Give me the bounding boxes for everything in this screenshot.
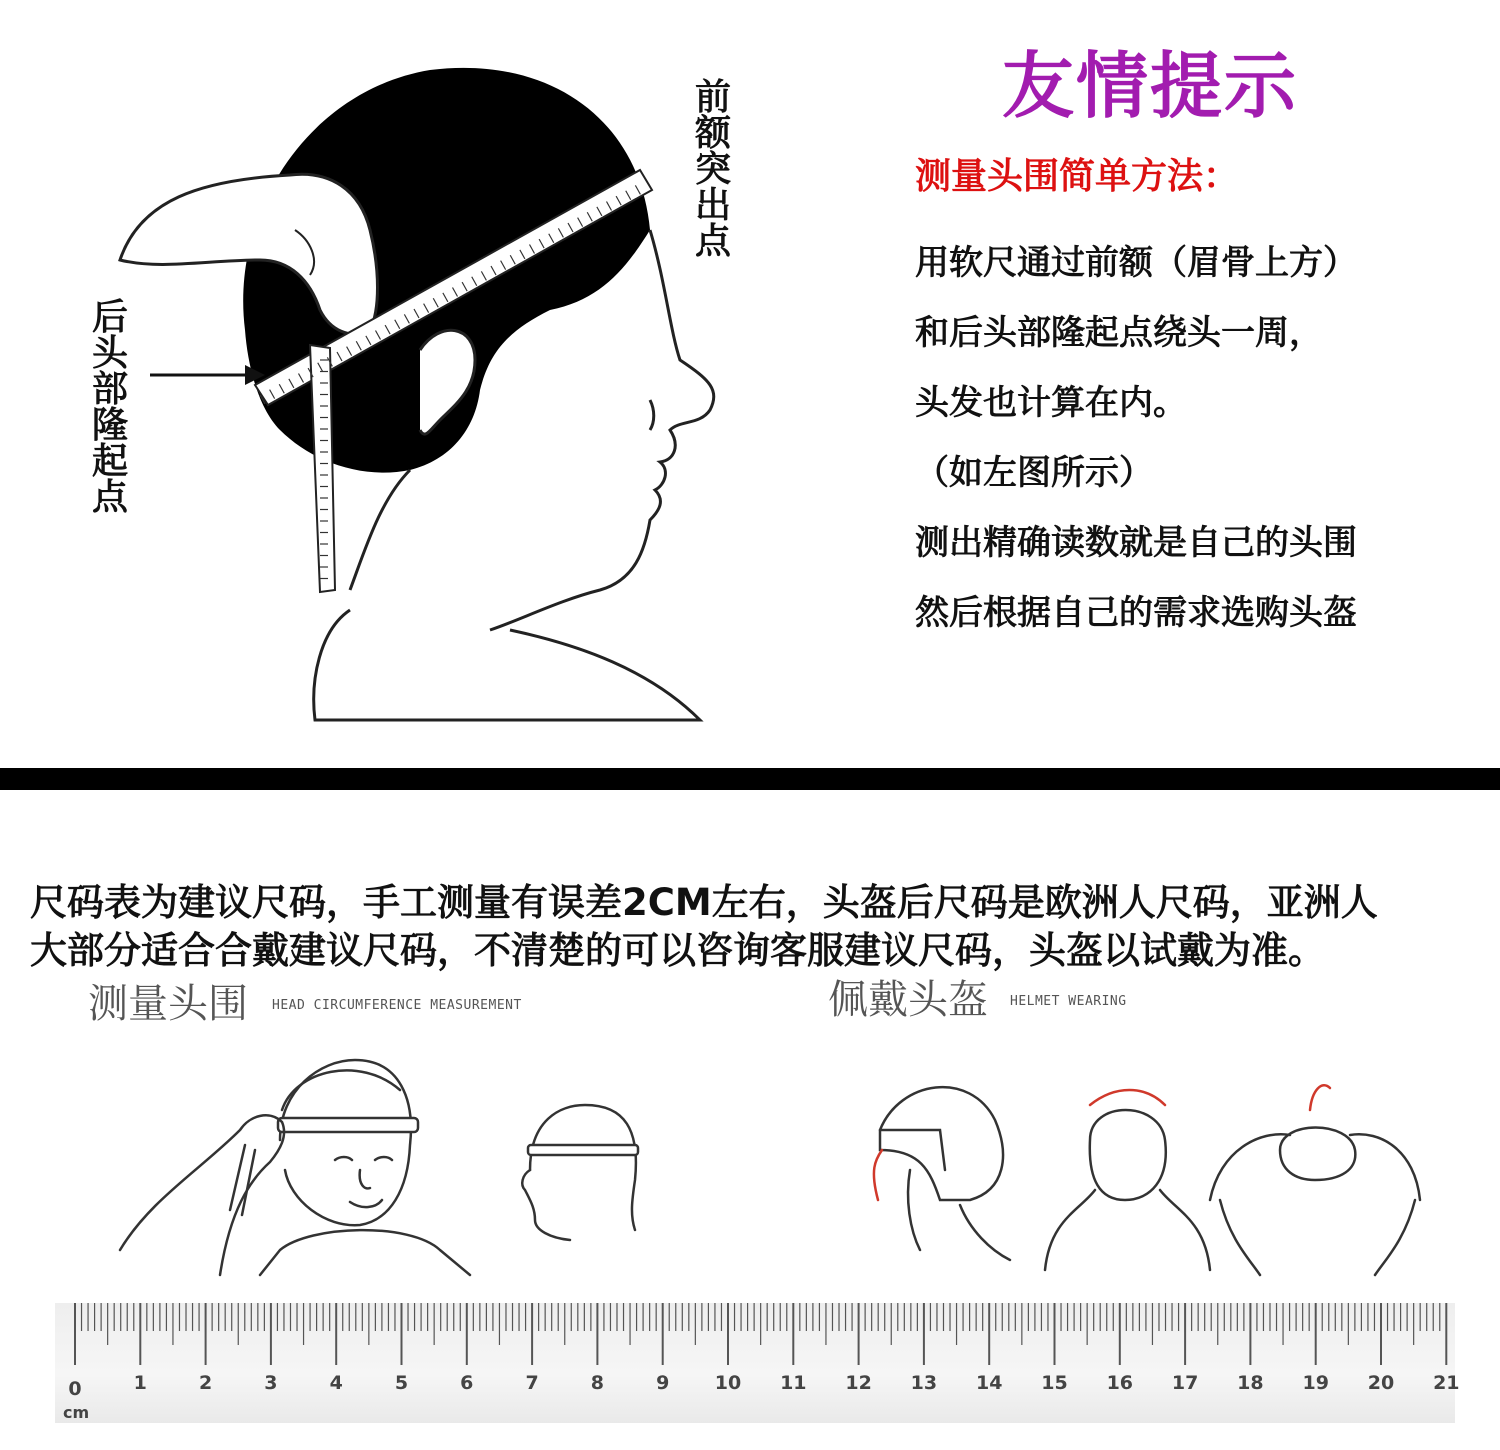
ruler-number: 4	[329, 1372, 343, 1394]
arrow-curve-2	[1090, 1090, 1165, 1105]
measuring-sketches	[110, 1050, 670, 1280]
forehead-point-label: 前额突出点	[694, 77, 731, 262]
tip-line: （如左图所示）	[915, 453, 1153, 493]
helmet-wearing-sketches	[860, 1060, 1460, 1290]
tip-line: 头发也计算在内。	[915, 383, 1187, 423]
tip-subtitle: 测量头围简单方法：	[915, 156, 1240, 197]
ruler-number: 11	[780, 1372, 807, 1394]
ruler-number: 8	[590, 1372, 605, 1394]
ruler-scale	[55, 1303, 1460, 1423]
size-notice-line-2: 大部分适合合戴建议尺码，不清楚的可以咨询客服建议尺码，头盔以试戴为准。	[30, 929, 1325, 972]
helmet-top	[1280, 1128, 1355, 1181]
tip-line: 用软尺通过前额（眉骨上方）	[915, 243, 1357, 283]
man-tape-band	[278, 1118, 418, 1132]
ruler-number: 21	[1433, 1372, 1460, 1394]
man-hair	[282, 1070, 400, 1110]
ruler-number: 3	[264, 1372, 278, 1394]
ruler-number: 1	[133, 1372, 147, 1394]
head-measuring-illustration	[80, 30, 780, 750]
back-of-head-label: 后头部隆起点	[91, 297, 128, 518]
ruler-number: 12	[845, 1372, 872, 1394]
tip-title: 友情提示	[1001, 44, 1298, 128]
ruler-number: 13	[910, 1372, 938, 1394]
ruler-number: 16	[1106, 1372, 1134, 1394]
measure-head-title: 测量头围	[88, 981, 248, 1027]
section-divider	[0, 768, 1500, 790]
ruler	[55, 1303, 1460, 1423]
ruler-number: 7	[525, 1372, 539, 1394]
ruler-number: 19	[1302, 1372, 1329, 1394]
ruler-number: 6	[460, 1372, 474, 1394]
man-arm	[120, 1115, 284, 1275]
tip-line: 测出精确读数就是自己的头围	[915, 523, 1357, 563]
eye-mark	[650, 400, 654, 430]
man-shoulders	[260, 1230, 470, 1275]
measure-head-subtitle: HEAD CIRCUMFERENCE MEASUREMENT	[272, 998, 522, 1013]
ruler-number: 9	[656, 1372, 670, 1394]
ruler-number: 5	[394, 1372, 409, 1394]
tip-line: 和后头部隆起点绕头一周，	[915, 313, 1323, 353]
ruler-number: 20	[1367, 1372, 1395, 1394]
shoulder-outline	[314, 610, 700, 720]
ruler-number: 10	[714, 1372, 742, 1394]
ruler-number: 15	[1041, 1372, 1068, 1394]
ruler-number: 2	[198, 1372, 213, 1394]
arrow-curve-1	[874, 1150, 882, 1200]
ruler-number: 14	[975, 1372, 1003, 1394]
helmet-back	[1090, 1110, 1166, 1200]
size-notice-line-1: 尺码表为建议尺码，手工测量有误差2CM左右，头盔后尺码是欧洲人尺码，亚洲人	[30, 881, 1378, 924]
wear-helmet-subtitle: HELMET WEARING	[1010, 994, 1127, 1009]
arrow-curve-3	[1310, 1085, 1330, 1110]
ruler-number: 17	[1171, 1372, 1199, 1394]
wear-helmet-title: 佩戴头盔	[828, 977, 988, 1023]
ruler-number: 0	[68, 1378, 82, 1400]
neck-outline	[350, 470, 410, 590]
ruler-number: 18	[1237, 1372, 1264, 1394]
profile-head	[530, 1105, 636, 1230]
tip-line: 然后根据自己的需求选购头盔	[915, 593, 1357, 633]
ruler-unit-label: cm	[63, 1403, 90, 1422]
profile-tape-band	[528, 1145, 638, 1155]
